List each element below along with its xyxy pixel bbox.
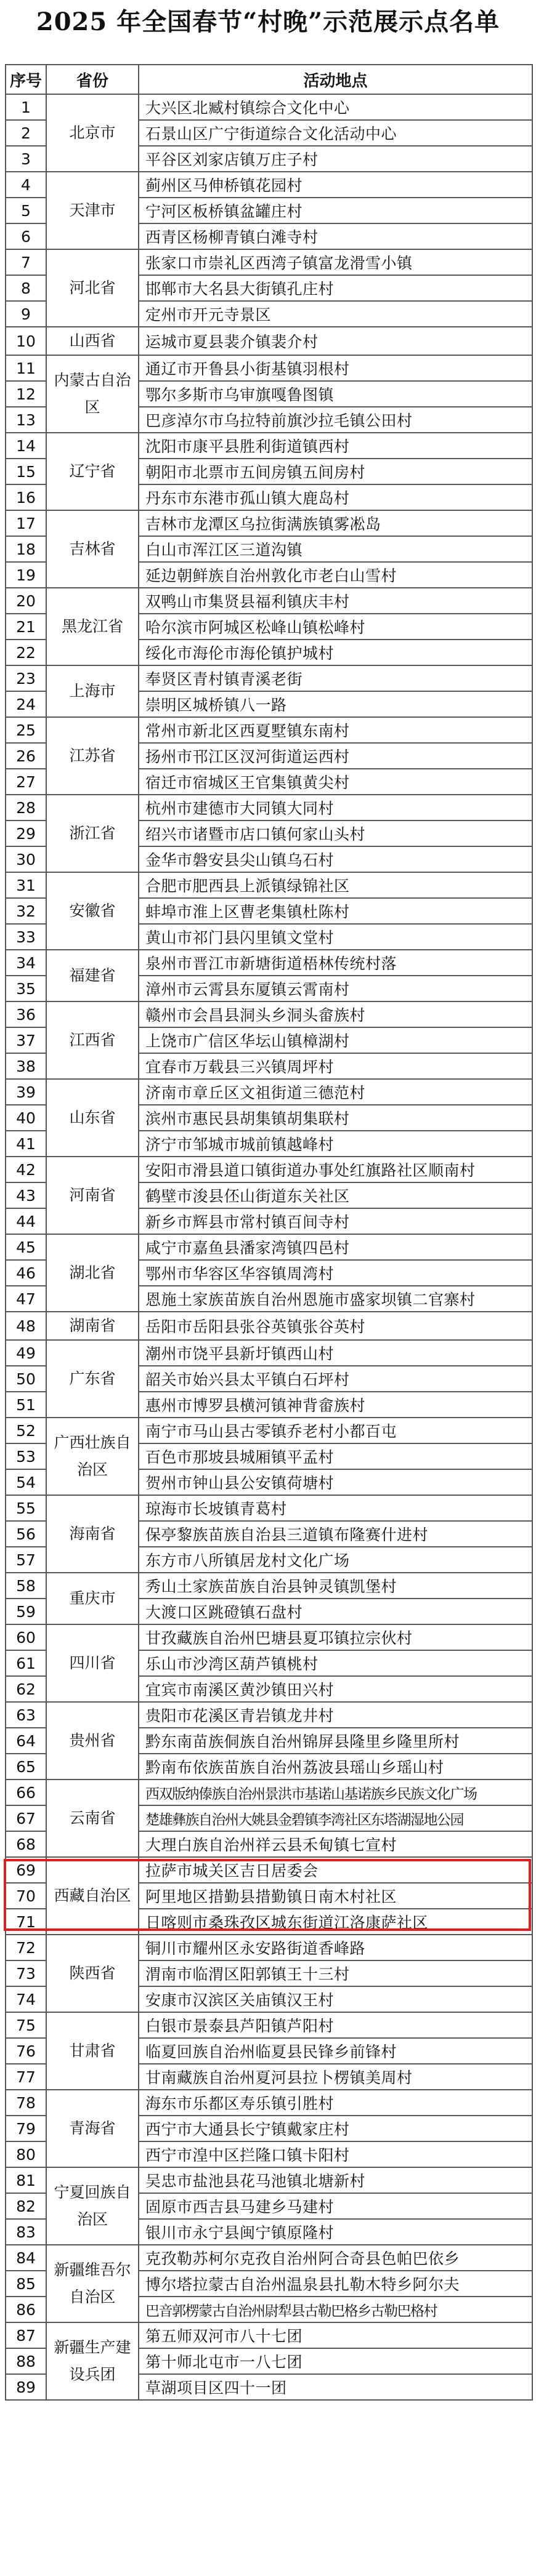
province-cell: 河北省 xyxy=(46,249,139,327)
row-index: 61 xyxy=(6,1650,46,1676)
place-cell: 蚌埠市淮上区曹老集镇杜陈村 xyxy=(139,898,532,924)
province-cell: 天津市 xyxy=(46,172,139,249)
province-cell: 西藏自治区 xyxy=(46,1857,139,1935)
place-cell: 银川市永宁县闽宁镇原隆村 xyxy=(139,2219,532,2245)
place-cell: 沈阳市康平县胜利街道镇西村 xyxy=(139,433,532,459)
row-index: 44 xyxy=(6,1208,46,1234)
province-cell: 安徽省 xyxy=(46,872,139,950)
place-cell: 宜春市万载县三兴镇周坪村 xyxy=(139,1053,532,1079)
place-cell: 运城市夏县裴介镇裴介村 xyxy=(139,327,532,355)
row-index: 10 xyxy=(6,327,46,355)
row-index: 30 xyxy=(6,846,46,872)
row-index: 40 xyxy=(6,1105,46,1131)
province-cell: 海南省 xyxy=(46,1495,139,1573)
row-index: 41 xyxy=(6,1131,46,1157)
row-index: 1 xyxy=(6,94,46,120)
place-cell: 赣州市会昌县洞头乡洞头畲族村 xyxy=(139,1001,532,1027)
province-cell: 新疆生产建设兵团 xyxy=(46,2322,139,2400)
place-cell: 琼海市长坡镇青葛村 xyxy=(139,1495,532,1521)
place-cell: 甘南藏族自治州夏河县拉卜楞镇美周村 xyxy=(139,2064,532,2090)
place-cell: 西双版纳傣族自治州景洪市基诺山基诺族乡民族文化广场 xyxy=(139,1780,532,1805)
row-index: 48 xyxy=(6,1312,46,1340)
place-cell: 楚雄彝族自治州大姚县金碧镇李湾社区东塔湖湿地公园 xyxy=(139,1805,532,1831)
place-cell: 渭南市临渭区阳郭镇王十三村 xyxy=(139,1960,532,1986)
table-row xyxy=(6,1624,532,1650)
province-cell: 四川省 xyxy=(46,1624,139,1702)
row-index: 8 xyxy=(6,275,46,301)
row-index: 27 xyxy=(6,769,46,795)
row-index: 21 xyxy=(6,614,46,640)
place-cell: 漳州市云霄县东厦镇云霄南村 xyxy=(139,976,532,1001)
province-cell: 广东省 xyxy=(46,1340,139,1418)
row-index: 70 xyxy=(6,1883,46,1909)
table-row xyxy=(6,665,532,691)
place-cell: 第五师双河市八十七团 xyxy=(139,2322,532,2348)
place-cell: 宿迁市宿城区王官集镇黄尖村 xyxy=(139,769,532,795)
place-cell: 西青区杨柳青镇白滩寺村 xyxy=(139,223,532,249)
row-index: 11 xyxy=(6,355,46,381)
place-cell: 贺州市钟山县公安镇荷塘村 xyxy=(139,1469,532,1495)
table-row xyxy=(6,2012,532,2038)
place-cell: 韶关市始兴县太平镇白石坪村 xyxy=(139,1366,532,1392)
table-row xyxy=(6,94,532,120)
table-row xyxy=(6,1157,532,1182)
province-cell: 浙江省 xyxy=(46,795,139,872)
place-cell: 秀山土家族苗族自治县钟灵镇凯堡村 xyxy=(139,1573,532,1599)
row-index: 32 xyxy=(6,898,46,924)
province-cell: 内蒙古自治区 xyxy=(46,355,139,433)
row-index: 75 xyxy=(6,2012,46,2038)
row-index: 33 xyxy=(6,924,46,950)
province-cell: 北京市 xyxy=(46,94,139,172)
place-cell: 第十师北屯市一八七团 xyxy=(139,2348,532,2374)
row-index: 7 xyxy=(6,249,46,275)
row-index: 49 xyxy=(6,1340,46,1366)
row-index: 31 xyxy=(6,872,46,898)
row-index: 71 xyxy=(6,1909,46,1935)
place-cell: 巴音郭楞蒙古自治州尉犁县古勒巴格乡古勒巴格村 xyxy=(139,2297,532,2322)
header-place: 活动地点 xyxy=(139,65,532,94)
row-index: 50 xyxy=(6,1366,46,1392)
row-index: 66 xyxy=(6,1780,46,1805)
province-cell: 甘肃省 xyxy=(46,2012,139,2090)
row-index: 82 xyxy=(6,2193,46,2219)
row-index: 5 xyxy=(6,198,46,223)
row-index: 22 xyxy=(6,640,46,665)
row-index: 62 xyxy=(6,1676,46,1702)
row-index: 60 xyxy=(6,1624,46,1650)
table-row xyxy=(6,1573,532,1599)
province-cell: 贵州省 xyxy=(46,1702,139,1780)
place-cell: 西宁市大通县长宁镇戴家庄村 xyxy=(139,2116,532,2141)
place-cell: 阿里地区措勤县措勤镇日南木村社区 xyxy=(139,1883,532,1909)
row-index: 74 xyxy=(6,1986,46,2012)
header-province: 省份 xyxy=(46,65,139,94)
place-cell: 咸宁市嘉鱼县潘家湾镇四邑村 xyxy=(139,1234,532,1260)
table-row xyxy=(6,2090,532,2116)
row-index: 64 xyxy=(6,1728,46,1754)
row-index: 12 xyxy=(6,381,46,407)
place-cell: 克孜勒苏柯尔克孜自治州阿合奇县色帕巴依乡 xyxy=(139,2245,532,2271)
row-index: 14 xyxy=(6,433,46,459)
province-cell: 湖南省 xyxy=(46,1312,139,1340)
table-row xyxy=(6,1495,532,1521)
place-cell: 通辽市开鲁县小街基镇羽根村 xyxy=(139,355,532,381)
place-cell: 崇明区城桥镇八一路 xyxy=(139,691,532,717)
place-cell: 鄂州市华容区华容镇周湾村 xyxy=(139,1260,532,1286)
province-cell: 江西省 xyxy=(46,1001,139,1079)
row-index: 28 xyxy=(6,795,46,821)
province-cell: 宁夏回族自治区 xyxy=(46,2167,139,2245)
table-row xyxy=(6,327,532,355)
province-cell: 云南省 xyxy=(46,1780,139,1857)
province-cell: 广西壮族自治区 xyxy=(46,1418,139,1495)
place-cell: 保亭黎族苗族自治县三道镇布隆赛什进村 xyxy=(139,1521,532,1547)
province-cell: 陕西省 xyxy=(46,1935,139,2012)
row-index: 19 xyxy=(6,562,46,588)
place-cell: 吴忠市盐池县花马池镇北塘新村 xyxy=(139,2167,532,2193)
table-row xyxy=(6,1418,532,1443)
row-index: 89 xyxy=(6,2374,46,2400)
place-cell: 西宁市湟中区拦隆口镇卡阳村 xyxy=(139,2141,532,2167)
row-index: 76 xyxy=(6,2038,46,2064)
table-row xyxy=(6,795,532,821)
row-index: 55 xyxy=(6,1495,46,1521)
table-row xyxy=(6,355,532,381)
place-cell: 日喀则市桑珠孜区城东街道江洛康萨社区 xyxy=(139,1909,532,1935)
place-cell: 鹤壁市浚县伾山街道东关社区 xyxy=(139,1182,532,1208)
table-row xyxy=(6,172,532,198)
place-cell: 宜宾市南溪区黄沙镇田兴村 xyxy=(139,1676,532,1702)
place-cell: 安阳市滑县道口镇街道办事处红旗路社区顺南村 xyxy=(139,1157,532,1182)
place-cell: 固原市西吉县马建乡马建村 xyxy=(139,2193,532,2219)
place-cell: 草湖项目区四十一团 xyxy=(139,2374,532,2400)
table-row xyxy=(6,872,532,898)
place-cell: 鄂尔多斯市乌审旗嘎鲁图镇 xyxy=(139,381,532,407)
row-index: 68 xyxy=(6,1831,46,1857)
table-row xyxy=(6,1312,532,1340)
place-cell: 铜川市耀州区永安路街道香峰路 xyxy=(139,1935,532,1960)
row-index: 45 xyxy=(6,1234,46,1260)
table-header-row xyxy=(6,65,532,94)
province-cell: 青海省 xyxy=(46,2090,139,2167)
place-cell: 杭州市建德市大同镇大同村 xyxy=(139,795,532,821)
place-cell: 邯郸市大名县大街镇孔庄村 xyxy=(139,275,532,301)
table-row xyxy=(6,433,532,459)
place-cell: 泉州市晋江市新塘街道梧林传统村落 xyxy=(139,950,532,976)
place-cell: 临夏回族自治州临夏县民锋乡前锋村 xyxy=(139,2038,532,2064)
row-index: 85 xyxy=(6,2271,46,2297)
header-index: 序号 xyxy=(6,65,46,94)
row-index: 2 xyxy=(6,120,46,146)
place-cell: 定州市开元寺景区 xyxy=(139,301,532,327)
row-index: 77 xyxy=(6,2064,46,2090)
row-index: 65 xyxy=(6,1754,46,1780)
province-cell: 吉林省 xyxy=(46,510,139,588)
province-cell: 湖北省 xyxy=(46,1234,139,1312)
province-cell: 新疆维吾尔自治区 xyxy=(46,2245,139,2322)
place-cell: 滨州市惠民县胡集镇胡集联村 xyxy=(139,1105,532,1131)
demonstration-sites-table xyxy=(5,64,533,2401)
place-cell: 朝阳市北票市五间房镇五间房村 xyxy=(139,459,532,484)
place-cell: 惠州市博罗县横河镇神背畲族村 xyxy=(139,1392,532,1418)
table-row xyxy=(6,1001,532,1027)
place-cell: 乐山市沙湾区葫芦镇桃村 xyxy=(139,1650,532,1676)
row-index: 4 xyxy=(6,172,46,198)
table-row xyxy=(6,717,532,743)
place-cell: 潮州市饶平县新圩镇西山村 xyxy=(139,1340,532,1366)
place-cell: 金华市磐安县尖山镇乌石村 xyxy=(139,846,532,872)
place-cell: 双鸭山市集贤县福利镇庆丰村 xyxy=(139,588,532,614)
place-cell: 济宁市邹城市城前镇越峰村 xyxy=(139,1131,532,1157)
place-cell: 黄山市祁门县闪里镇文堂村 xyxy=(139,924,532,950)
place-cell: 贵阳市花溪区青岩镇龙井村 xyxy=(139,1702,532,1728)
province-cell: 山东省 xyxy=(46,1079,139,1157)
row-index: 42 xyxy=(6,1157,46,1182)
place-cell: 绍兴市诸暨市店口镇何家山头村 xyxy=(139,821,532,846)
row-index: 29 xyxy=(6,821,46,846)
place-cell: 博尔塔拉蒙古自治州温泉县扎勒木特乡阿尔夫 xyxy=(139,2271,532,2297)
page-title: 2025 年全国春节“村晚”示范展示点名单 xyxy=(36,7,500,36)
row-index: 25 xyxy=(6,717,46,743)
province-cell: 福建省 xyxy=(46,950,139,1001)
row-index: 84 xyxy=(6,2245,46,2271)
row-index: 86 xyxy=(6,2297,46,2322)
row-index: 88 xyxy=(6,2348,46,2374)
row-index: 58 xyxy=(6,1573,46,1599)
place-cell: 奉贤区青村镇青溪老街 xyxy=(139,665,532,691)
row-index: 17 xyxy=(6,510,46,536)
place-cell: 哈尔滨市阿城区松峰山镇松峰村 xyxy=(139,614,532,640)
place-cell: 拉萨市城关区吉日居委会 xyxy=(139,1857,532,1883)
row-index: 18 xyxy=(6,536,46,562)
row-index: 67 xyxy=(6,1805,46,1831)
row-index: 9 xyxy=(6,301,46,327)
place-cell: 石景山区广宁街道综合文化活动中心 xyxy=(139,120,532,146)
row-index: 57 xyxy=(6,1547,46,1573)
row-index: 43 xyxy=(6,1182,46,1208)
place-cell: 大理白族自治州祥云县禾甸镇七宣村 xyxy=(139,1831,532,1857)
place-cell: 上饶市广信区华坛山镇樟湖村 xyxy=(139,1027,532,1053)
row-index: 80 xyxy=(6,2141,46,2167)
province-cell: 重庆市 xyxy=(46,1573,139,1624)
place-cell: 安康市汉滨区关庙镇汉王村 xyxy=(139,1986,532,2012)
row-index: 35 xyxy=(6,976,46,1001)
place-cell: 百色市那坡县城厢镇平孟村 xyxy=(139,1443,532,1469)
row-index: 47 xyxy=(6,1286,46,1312)
place-cell: 扬州市邗江区汊河街道运西村 xyxy=(139,743,532,769)
row-index: 46 xyxy=(6,1260,46,1286)
province-cell: 黑龙江省 xyxy=(46,588,139,665)
table-row xyxy=(6,588,532,614)
row-index: 69 xyxy=(6,1857,46,1883)
table-row xyxy=(6,1857,532,1883)
row-index: 16 xyxy=(6,484,46,510)
row-index: 34 xyxy=(6,950,46,976)
row-index: 78 xyxy=(6,2090,46,2116)
row-index: 81 xyxy=(6,2167,46,2193)
place-cell: 常州市新北区西夏墅镇东南村 xyxy=(139,717,532,743)
place-cell: 绥化市海伦市海伦镇护城村 xyxy=(139,640,532,665)
row-index: 51 xyxy=(6,1392,46,1418)
place-cell: 黔南布依族苗族自治州荔波县瑶山乡瑶山村 xyxy=(139,1754,532,1780)
table-row xyxy=(6,249,532,275)
row-index: 79 xyxy=(6,2116,46,2141)
row-index: 72 xyxy=(6,1935,46,1960)
row-index: 6 xyxy=(6,223,46,249)
place-cell: 丹东市东港市孤山镇大鹿岛村 xyxy=(139,484,532,510)
table-row xyxy=(6,950,532,976)
table-row xyxy=(6,2322,532,2348)
place-cell: 恩施土家族苗族自治州恩施市盛家坝镇二官寨村 xyxy=(139,1286,532,1312)
place-cell: 大兴区北臧村镇综合文化中心 xyxy=(139,94,532,120)
place-cell: 宁河区板桥镇盆罐庄村 xyxy=(139,198,532,223)
province-cell: 江苏省 xyxy=(46,717,139,795)
row-index: 38 xyxy=(6,1053,46,1079)
place-cell: 平谷区刘家店镇万庄子村 xyxy=(139,146,532,172)
table-row xyxy=(6,2245,532,2271)
place-cell: 蓟州区马伸桥镇花园村 xyxy=(139,172,532,198)
place-cell: 黔东南苗族侗族自治州锦屏县隆里乡隆里所村 xyxy=(139,1728,532,1754)
table-row xyxy=(6,1702,532,1728)
row-index: 23 xyxy=(6,665,46,691)
table-row xyxy=(6,1340,532,1366)
row-index: 56 xyxy=(6,1521,46,1547)
place-cell: 张家口市崇礼区西湾子镇富龙滑雪小镇 xyxy=(139,249,532,275)
place-cell: 新乡市辉县市常村镇百间寺村 xyxy=(139,1208,532,1234)
row-index: 24 xyxy=(6,691,46,717)
row-index: 20 xyxy=(6,588,46,614)
row-index: 26 xyxy=(6,743,46,769)
row-index: 3 xyxy=(6,146,46,172)
province-cell: 辽宁省 xyxy=(46,433,139,510)
row-index: 63 xyxy=(6,1702,46,1728)
row-index: 87 xyxy=(6,2322,46,2348)
place-cell: 济南市章丘区文祖街道三德范村 xyxy=(139,1079,532,1105)
place-cell: 合肥市肥西县上派镇绿锦社区 xyxy=(139,872,532,898)
table-row xyxy=(6,1935,532,1960)
row-index: 54 xyxy=(6,1469,46,1495)
row-index: 73 xyxy=(6,1960,46,1986)
row-index: 53 xyxy=(6,1443,46,1469)
table-row xyxy=(6,510,532,536)
place-cell: 巴彦淖尔市乌拉特前旗沙拉毛镇公田村 xyxy=(139,407,532,433)
row-index: 83 xyxy=(6,2219,46,2245)
row-index: 37 xyxy=(6,1027,46,1053)
province-cell: 山西省 xyxy=(46,327,139,355)
place-cell: 吉林市龙潭区乌拉街满族镇雾凇岛 xyxy=(139,510,532,536)
place-cell: 白山市浑江区三道沟镇 xyxy=(139,536,532,562)
province-cell: 河南省 xyxy=(46,1157,139,1234)
place-cell: 海东市乐都区寿乐镇引胜村 xyxy=(139,2090,532,2116)
row-index: 13 xyxy=(6,407,46,433)
table-row xyxy=(6,1079,532,1105)
row-index: 39 xyxy=(6,1079,46,1105)
table-row xyxy=(6,1234,532,1260)
row-index: 52 xyxy=(6,1418,46,1443)
place-cell: 岳阳市岳阳县张谷英镇张谷英村 xyxy=(139,1312,532,1340)
province-cell: 上海市 xyxy=(46,665,139,717)
place-cell: 南宁市马山县古零镇乔老村小都百屯 xyxy=(139,1418,532,1443)
row-index: 36 xyxy=(6,1001,46,1027)
place-cell: 东方市八所镇居龙村文化广场 xyxy=(139,1547,532,1573)
row-index: 15 xyxy=(6,459,46,484)
place-cell: 大渡口区跳磴镇石盘村 xyxy=(139,1599,532,1624)
row-index: 59 xyxy=(6,1599,46,1624)
table-row xyxy=(6,2167,532,2193)
place-cell: 延边朝鲜族自治州敦化市老白山雪村 xyxy=(139,562,532,588)
place-cell: 白银市景泰县芦阳镇芦阳村 xyxy=(139,2012,532,2038)
table-body xyxy=(6,94,532,2400)
place-cell: 甘孜藏族自治州巴塘县夏邛镇拉宗伙村 xyxy=(139,1624,532,1650)
table-row xyxy=(6,1780,532,1805)
